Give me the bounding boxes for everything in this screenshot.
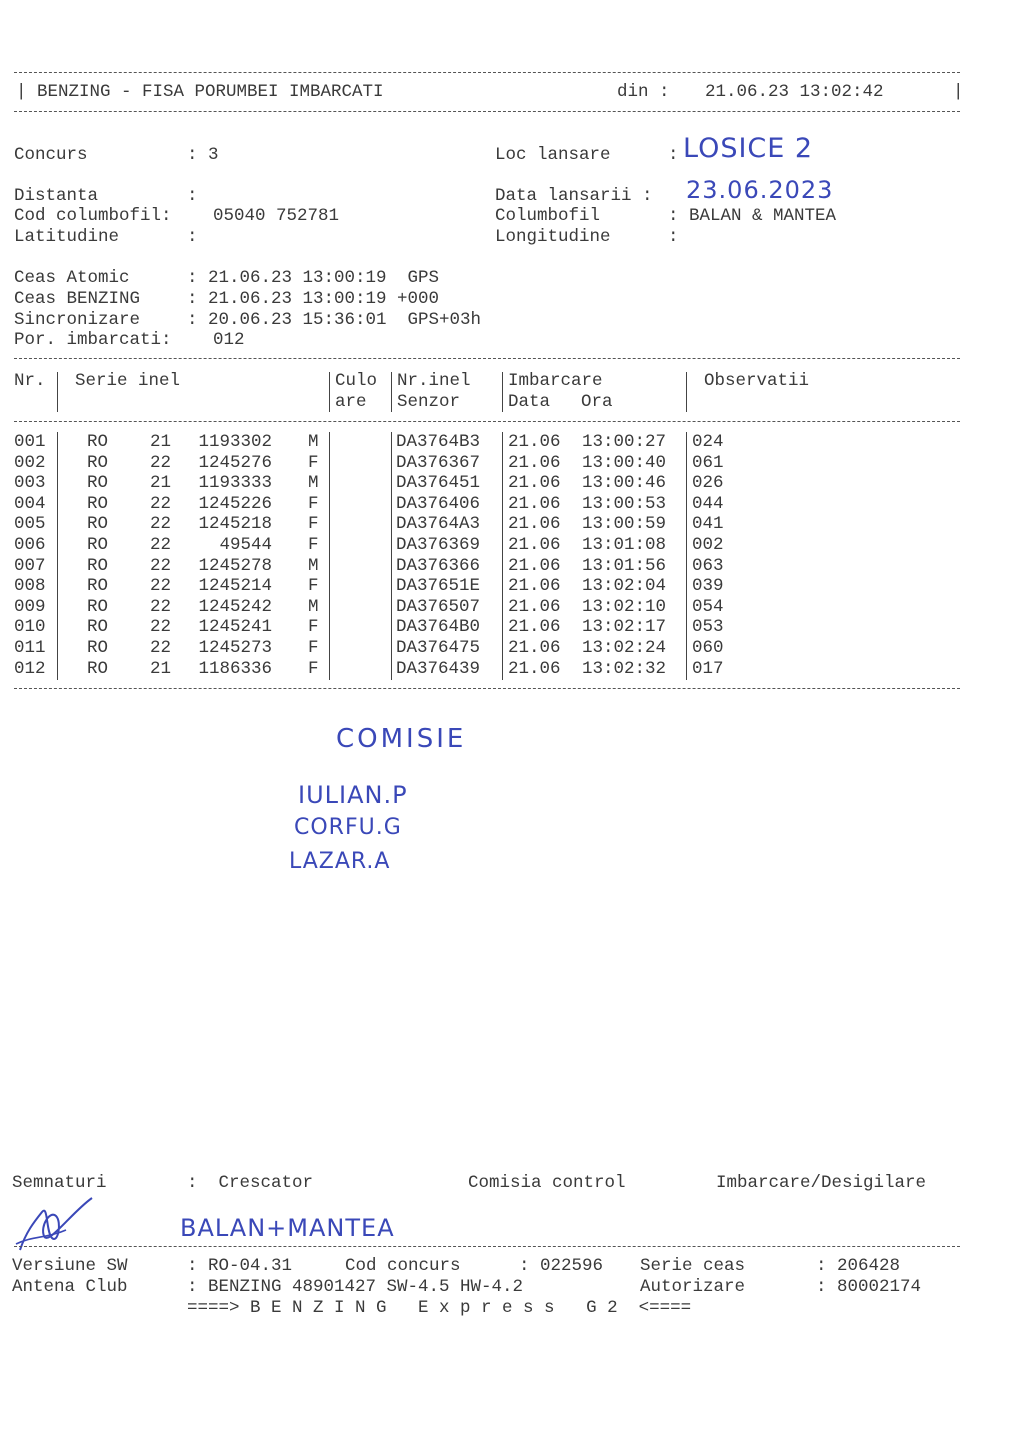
loc-lansare-label: Loc lansare — [495, 145, 611, 165]
table-row — [0, 597, 960, 618]
cell-an: 22 — [150, 555, 172, 576]
cell-senzor: DA376366 — [396, 555, 481, 576]
comisia-control-label: Comisia control — [468, 1173, 626, 1193]
cell-ora: 13:02:10 — [582, 596, 667, 617]
cell-data: 21.06 — [508, 658, 561, 679]
data-lansarii-label: Data lansarii : — [495, 186, 653, 206]
cell-obs: 044 — [692, 493, 724, 514]
cell-sex: M — [308, 432, 319, 452]
cell-ora: 13:00:46 — [582, 473, 667, 494]
cell-senzor: DA376475 — [396, 638, 481, 658]
cell-sex: F — [308, 452, 319, 473]
sincronizare-value: : 20.06.23 15:36:01 GPS+03h — [187, 310, 482, 330]
cell-inel: 1245276 — [198, 452, 272, 473]
cell-sex: F — [308, 535, 319, 555]
distanta-label: Distanta — [14, 186, 99, 206]
cell-nr: 007 — [14, 555, 46, 576]
cell-nr: 009 — [14, 596, 46, 617]
crescator-signature: BALAN+MANTEA — [180, 1214, 395, 1242]
cell-an: 22 — [150, 576, 172, 597]
col-header-imbarcare: Imbarcare — [508, 371, 603, 391]
cell-tara: RO — [87, 535, 109, 555]
document-title: BENZING - FISA PORUMBEI IMBARCATI — [37, 82, 384, 102]
cell-tara: RO — [87, 596, 109, 617]
col-header-observatii: Observatii — [704, 371, 810, 391]
antena-club-value: : BENZING 48901427 SW-4.5 HW-4.2 — [187, 1277, 524, 1297]
cell-senzor: DA376369 — [396, 535, 481, 555]
cell-senzor: DA376406 — [396, 493, 481, 514]
cell-tara: RO — [87, 658, 109, 679]
cell-senzor: DA376367 — [396, 452, 481, 473]
cell-an: 22 — [150, 514, 172, 535]
data-lansarii-handwritten: 23.06.2023 — [686, 176, 834, 204]
cell-nr: 005 — [14, 514, 46, 535]
cell-data: 21.06 — [508, 493, 561, 514]
cell-inel: 1245242 — [198, 596, 272, 617]
cell-obs: 041 — [692, 514, 724, 535]
cell-nr: 004 — [14, 493, 46, 514]
col-header-senzor: Senzor — [397, 392, 461, 412]
cod-columbofil-label: Cod columbofil: — [14, 206, 172, 226]
columbofil-label: Columbofil — [495, 206, 601, 226]
cell-tara: RO — [87, 638, 109, 658]
crescator-label: : Crescator — [187, 1173, 314, 1193]
header-sep-5 — [686, 372, 687, 412]
serie-ceas-label: Serie ceas — [640, 1256, 746, 1276]
concurs-value: : 3 — [187, 145, 219, 165]
cell-data: 21.06 — [508, 473, 561, 494]
header-sep-4 — [502, 372, 503, 412]
distanta-value: : — [187, 186, 198, 206]
ceas-benzing-label: Ceas BENZING — [14, 289, 141, 309]
cell-senzor: DA3764B3 — [396, 432, 481, 452]
table-row — [0, 638, 960, 659]
cell-data: 21.06 — [508, 452, 561, 473]
cell-sex: F — [308, 638, 319, 658]
cell-ora: 13:02:24 — [582, 638, 667, 658]
table-row — [0, 473, 960, 494]
cell-obs: 024 — [692, 432, 724, 452]
cell-obs: 054 — [692, 596, 724, 617]
loc-lansare-handwritten: LOSICE 2 — [683, 133, 814, 164]
table-header-rule — [14, 421, 960, 422]
cell-obs: 026 — [692, 473, 724, 494]
header-date-value: 21.06.23 13:02:42 — [705, 82, 884, 102]
cell-inel: 1245278 — [198, 555, 272, 576]
header-right-bar: | — [953, 82, 964, 102]
cell-ora: 13:01:56 — [582, 555, 667, 576]
cell-data: 21.06 — [508, 535, 561, 555]
cell-sex: M — [308, 596, 319, 617]
cell-obs: 002 — [692, 535, 724, 555]
cell-sex: F — [308, 493, 319, 514]
cod-concurs-value: : 022596 — [519, 1256, 604, 1276]
cell-tara: RO — [87, 432, 109, 452]
cell-data: 21.06 — [508, 596, 561, 617]
cell-senzor: DA3764B0 — [396, 617, 481, 638]
cell-ora: 13:02:32 — [582, 658, 667, 679]
cell-an: 22 — [150, 535, 172, 555]
header-sep-3 — [391, 372, 392, 412]
commission-title: COMISIE — [336, 724, 467, 754]
cell-sex: M — [308, 473, 319, 494]
col-header-are: are — [335, 392, 367, 412]
cell-nr: 010 — [14, 617, 46, 638]
cell-nr: 011 — [14, 638, 46, 658]
header-sep-1 — [57, 372, 58, 412]
cell-inel: 1245273 — [198, 638, 272, 658]
antena-club-label: Antena Club — [12, 1277, 128, 1297]
table-row — [0, 659, 960, 680]
imbarcare-desigilare-label: Imbarcare/Desigilare — [716, 1173, 927, 1193]
concurs-label: Concurs — [14, 145, 88, 165]
cell-inel: 1245218 — [198, 514, 272, 535]
cell-tara: RO — [87, 493, 109, 514]
cell-an: 21 — [150, 473, 172, 494]
table-row — [0, 556, 960, 577]
col-header-serie: Serie inel — [75, 371, 181, 391]
cod-columbofil-value: 05040 752781 — [213, 206, 340, 226]
cell-tara: RO — [87, 514, 109, 535]
cell-ora: 13:00:27 — [582, 432, 667, 452]
cell-ora: 13:00:40 — [582, 452, 667, 473]
cell-nr: 012 — [14, 658, 46, 679]
table-row — [0, 514, 960, 535]
cell-inel: 1245226 — [198, 493, 272, 514]
cell-obs: 039 — [692, 576, 724, 597]
cell-sex: F — [308, 576, 319, 597]
cell-data: 21.06 — [508, 514, 561, 535]
table-row — [0, 453, 960, 474]
header-top-rule — [14, 72, 960, 73]
columbofil-value: : BALAN & MANTEA — [668, 206, 837, 226]
cell-ora: 13:02:04 — [582, 576, 667, 597]
latitudine-value: : — [187, 227, 198, 247]
cell-an: 22 — [150, 638, 172, 658]
cell-ora: 13:00:59 — [582, 514, 667, 535]
cell-data: 21.06 — [508, 638, 561, 658]
cell-data: 21.06 — [508, 576, 561, 597]
cell-nr: 001 — [14, 432, 46, 452]
table-row — [0, 576, 960, 597]
cell-sex: M — [308, 555, 319, 576]
footer-rule — [14, 1246, 960, 1247]
cell-inel: 1193302 — [198, 432, 272, 452]
cell-an: 21 — [150, 432, 172, 452]
col-header-nrinel: Nr.inel — [397, 371, 471, 391]
header-sep-2 — [329, 372, 330, 412]
cell-data: 21.06 — [508, 555, 561, 576]
cell-ora: 13:01:08 — [582, 535, 667, 555]
porumbei-imbarcati-value: 012 — [213, 330, 245, 350]
cell-sex: F — [308, 514, 319, 535]
cell-nr: 003 — [14, 473, 46, 494]
col-header-nr: Nr. — [14, 371, 46, 391]
semnaturi-label: Semnaturi — [12, 1173, 107, 1193]
autorizare-label: Autorizare — [640, 1277, 746, 1297]
cell-an: 22 — [150, 493, 172, 514]
cell-inel: 1193333 — [198, 473, 272, 494]
ceas-atomic-label: Ceas Atomic — [14, 268, 130, 288]
autorizare-value: : 80002174 — [816, 1277, 922, 1297]
cell-tara: RO — [87, 555, 109, 576]
cell-nr: 006 — [14, 535, 46, 555]
commission-member-1: IULIAN.P — [298, 781, 408, 809]
cell-obs: 063 — [692, 555, 724, 576]
cell-tara: RO — [87, 576, 109, 597]
cell-nr: 002 — [14, 452, 46, 473]
table-row — [0, 617, 960, 638]
cell-senzor: DA376507 — [396, 596, 481, 617]
serie-ceas-value: : 206428 — [816, 1256, 901, 1276]
header-date-label: din : — [617, 82, 670, 102]
cell-tara: RO — [87, 617, 109, 638]
col-header-ora: Ora — [581, 392, 613, 412]
col-header-culo: Culo — [335, 371, 378, 391]
longitudine-value: : — [668, 227, 679, 247]
commission-member-3: LAZAR.A — [289, 849, 391, 874]
benzing-express-banner: ====> B E N Z I N G E x p r e s s G 2 <==== — [187, 1298, 692, 1318]
ceas-benzing-value: : 21.06.23 13:00:19 +000 — [187, 289, 440, 309]
cell-obs: 061 — [692, 452, 724, 473]
cell-senzor: DA3764A3 — [396, 514, 481, 535]
versiune-sw-value: : RO-04.31 — [187, 1256, 293, 1276]
sincronizare-label: Sincronizare — [14, 310, 141, 330]
table-bottom-rule — [14, 688, 960, 689]
latitudine-label: Latitudine — [14, 227, 120, 247]
table-row — [0, 494, 960, 515]
versiune-sw-label: Versiune SW — [12, 1256, 128, 1276]
cell-inel: 1186336 — [198, 658, 272, 679]
table-row — [0, 535, 960, 556]
cell-tara: RO — [87, 452, 109, 473]
cell-tara: RO — [87, 473, 109, 494]
cell-obs: 017 — [692, 658, 724, 679]
cell-senzor: DA376439 — [396, 658, 481, 679]
porumbei-imbarcati-label: Por. imbarcati: — [14, 330, 172, 350]
col-header-data: Data — [508, 392, 551, 412]
cell-senzor: DA37651E — [396, 576, 481, 597]
table-top-rule — [14, 358, 960, 359]
cell-obs: 060 — [692, 638, 724, 658]
cell-inel: 1245241 — [198, 617, 272, 638]
cell-data: 21.06 — [508, 617, 561, 638]
cell-an: 22 — [150, 596, 172, 617]
cell-nr: 008 — [14, 576, 46, 597]
cell-ora: 13:00:53 — [582, 493, 667, 514]
table-row — [0, 432, 960, 453]
cell-an: 22 — [150, 617, 172, 638]
header-left-bar: | — [16, 82, 27, 102]
cell-inel: 49544 — [219, 535, 272, 555]
ceas-atomic-value: : 21.06.23 13:00:19 GPS — [187, 268, 440, 288]
cell-an: 21 — [150, 658, 172, 679]
cell-data: 21.06 — [508, 432, 561, 452]
cod-concurs-label: Cod concurs — [345, 1256, 461, 1276]
cell-ora: 13:02:17 — [582, 617, 667, 638]
header-bottom-rule — [14, 111, 960, 112]
signature-scribble — [12, 1192, 102, 1262]
commission-member-2: CORFU.G — [294, 815, 402, 840]
cell-senzor: DA376451 — [396, 473, 481, 494]
cell-inel: 1245214 — [198, 576, 272, 597]
cell-obs: 053 — [692, 617, 724, 638]
loc-lansare-colon: : — [668, 145, 679, 165]
cell-sex: F — [308, 658, 319, 679]
cell-an: 22 — [150, 452, 172, 473]
longitudine-label: Longitudine — [495, 227, 611, 247]
cell-sex: F — [308, 617, 319, 638]
